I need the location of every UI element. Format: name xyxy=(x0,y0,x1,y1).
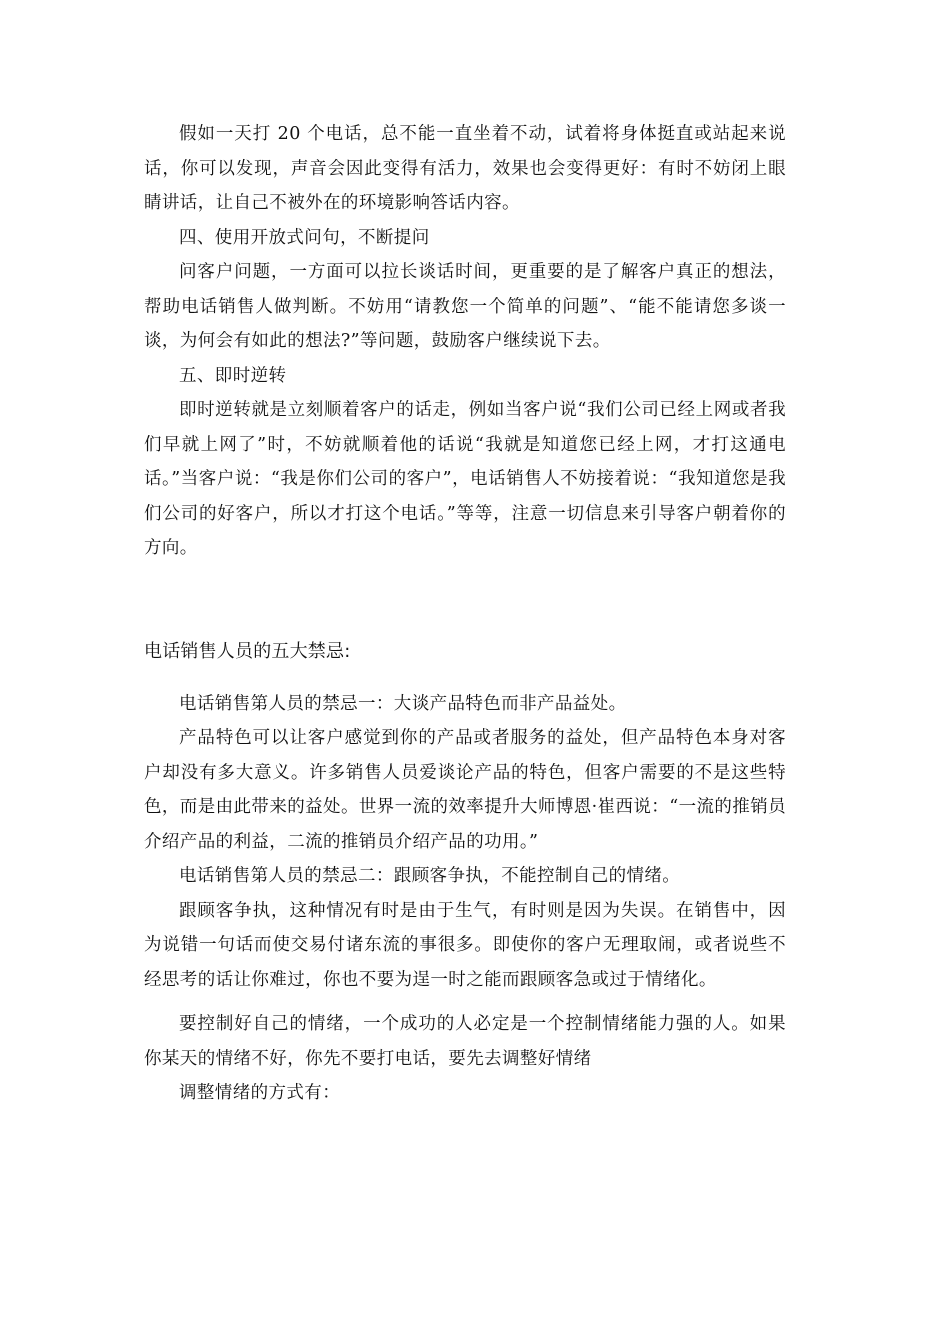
document-page xyxy=(144,117,786,1111)
taboo-one-heading: 电话销售第人员的禁忌一：大谈产品特色而非产品益处。 xyxy=(179,693,627,714)
paragraph-control-emotions: 要控制好自己的情绪，一个成功的人必定是一个控制情绪能力强的人。如果你某天的情绪不好，你先不要打电话，要先去调整好情绪 xyxy=(144,1014,786,1069)
paragraph-open-questions: 问客户问题，一方面可以拉长谈话时间，更重要的是了解客户真正的想法，帮助电话销售人做判断。不妨用“请教您一个简单的问题”、“能不能请您多谈一谈，为何会有如此的想法?”等问题，鼓励客户继续说下去。 xyxy=(144,262,786,351)
title-spacer xyxy=(144,669,786,687)
adjust-emotion-heading: 调整情绪的方式有： xyxy=(179,1083,341,1103)
paragraph-spacer xyxy=(144,997,786,1007)
point-four-heading: 四、使用开放式问句，不断提问 xyxy=(179,227,430,248)
paragraph-instant-reversal: 即时逆转就是立刻顺着客户的话走，例如当客户说“我们公司已经上网或者我们早就上网了”时，不妨就顺着他的话说“我就是知道您已经上网，才打这通电话。”当客户说：“我是你们公司的客户”，电话销售人不妨接着说：“我知道您是我们公司的好客户，所以才打这个电话。”等等，注意一切信息来引导客户朝着你的方向。 xyxy=(144,400,786,558)
section-title-taboos: 电话销售人员的五大禁忌: xyxy=(144,640,351,662)
point-five-heading: 五、即时逆转 xyxy=(179,365,287,386)
paragraph-product-features: 产品特色可以让客户感觉到你的产品或者服务的益处，但产品特色本身对客户却没有多大意义。许多销售人员爱谈论产品的特色，但客户需要的不是这些特色，而是由此带来的益处。世界一流的效率提升大师博恩·崔西说：“一流的推销员介绍产品的利益，二流的推销员介绍产品的功用。” xyxy=(144,728,786,852)
paragraph-posture-tip: 假如一天打 20 个电话，总不能一直坐着不动，试着将身体挺直或站起来说话，你可以发现，声音会因此变得有活力，效果也会变得更好：有时不妨闭上眼睛讲话，让自己不被外在的环境影响答话内容。 xyxy=(144,124,786,213)
section-spacer xyxy=(144,566,786,635)
taboo-two-heading: 电话销售第人员的禁忌二：跟顾客争执，不能控制自己的情绪。 xyxy=(179,866,681,886)
paragraph-arguing-customer: 跟顾客争执，这种情况有时是由于生气，有时则是因为失误。在销售中，因为说错一句话而使交易付诸东流的事很多。即使你的客户无理取闹，或者说些不经思考的话让你难过，你也不要为逞一时之能而跟顾客急或过于情绪化。 xyxy=(144,900,786,990)
